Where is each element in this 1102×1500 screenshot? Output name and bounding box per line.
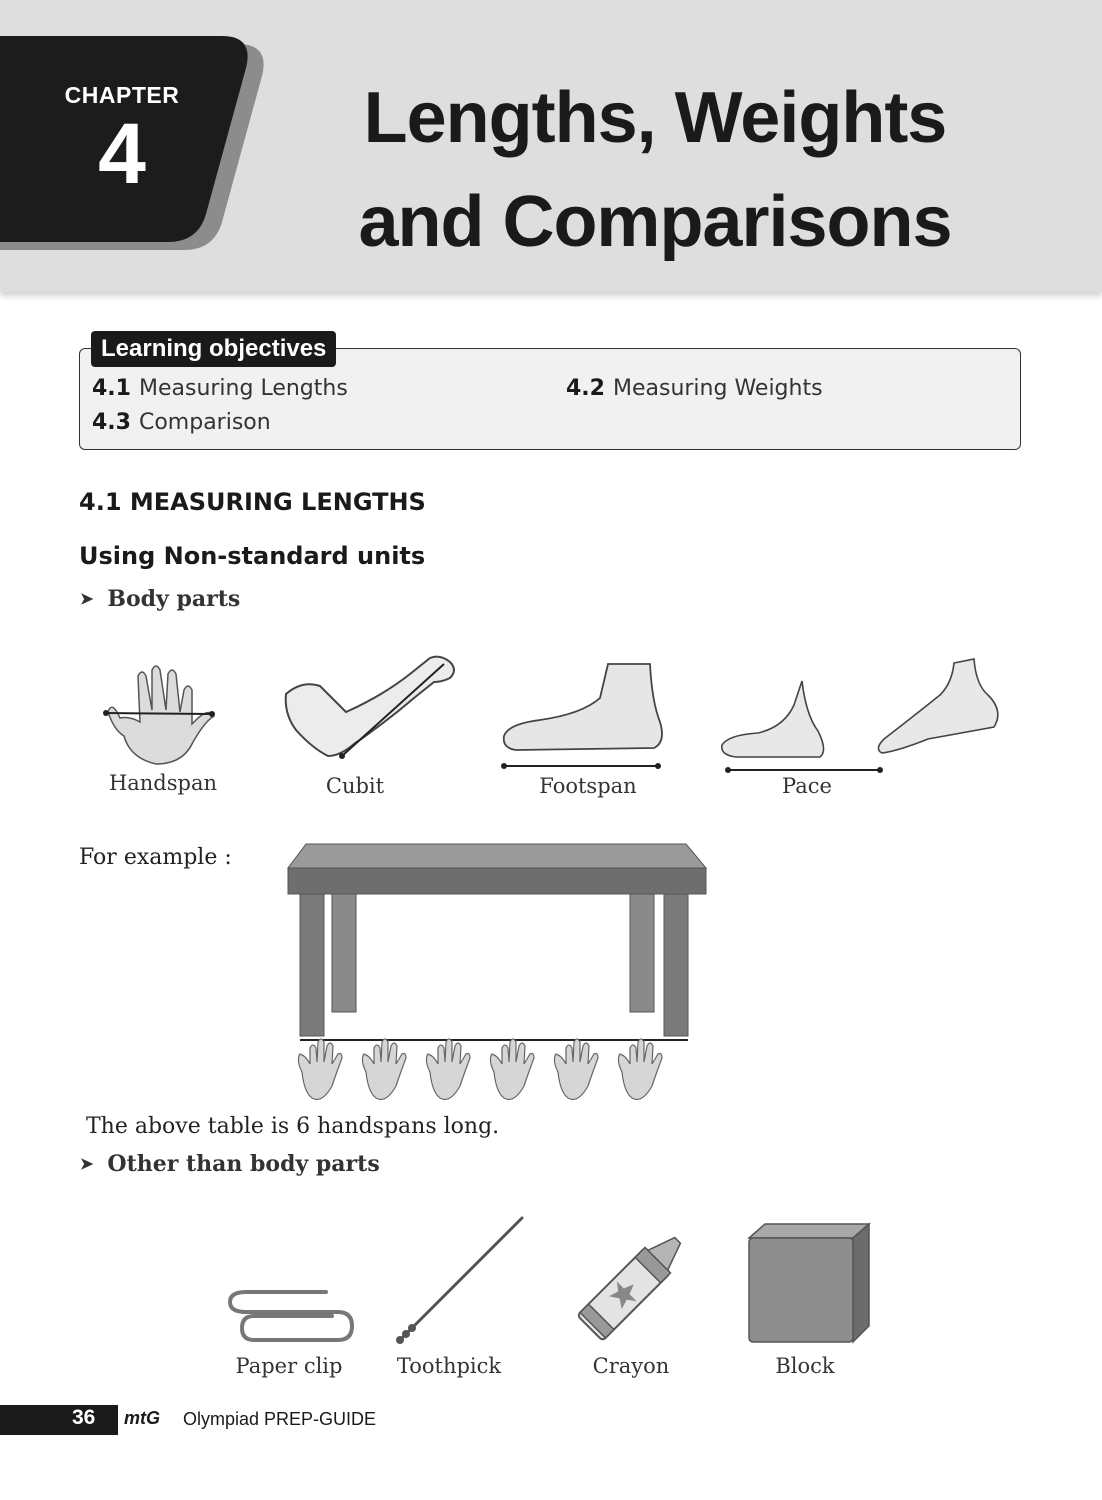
objective-text: Measuring Weights [612, 376, 823, 401]
bullet-body-parts [80, 586, 240, 612]
example-result-text: The above table is 6 handspans long. [86, 1114, 500, 1139]
publisher-logo: mtG [124, 1408, 160, 1428]
footer-bar [0, 1405, 118, 1435]
caption-paper-clip: Paper clip [235, 1354, 343, 1378]
arrow-bullet-icon: ➤ [80, 1154, 94, 1173]
subsection-heading: Using Non-standard units [79, 542, 426, 570]
objective-number: 4.3 [92, 410, 131, 435]
block-icon [745, 1222, 873, 1346]
caption-cubit: Cubit [325, 774, 385, 798]
paper-clip-icon [226, 1288, 354, 1344]
handspan-illustration [100, 660, 225, 770]
chapter-label: CHAPTER [64, 82, 180, 108]
objective-item [92, 410, 271, 435]
objective-item [92, 376, 348, 401]
caption-handspan: Handspan [108, 771, 218, 795]
crayon-icon [574, 1216, 702, 1344]
bullet-text: Other than body parts [107, 1151, 380, 1177]
example-label: For example : [79, 845, 232, 870]
objective-item [566, 376, 823, 401]
chapter-title-line1: Lengths, Weights [363, 78, 947, 158]
objective-text: Measuring Lengths [138, 376, 348, 401]
bullet-other-than-body-parts [80, 1151, 380, 1177]
section-heading: 4.1 MEASURING LENGTHS [79, 488, 426, 516]
footer-title: Olympiad PREP-GUIDE [183, 1409, 377, 1429]
page-number: 36 [72, 1406, 96, 1429]
bullet-text: Body parts [107, 586, 241, 612]
caption-footspan: Footspan [539, 774, 637, 798]
footspan-illustration [500, 662, 670, 770]
cubit-illustration [282, 652, 462, 764]
chapter-number: 4 [98, 106, 146, 202]
objective-number: 4.2 [566, 376, 605, 401]
toothpick-icon [392, 1214, 528, 1348]
caption-crayon: Crayon [592, 1354, 670, 1378]
caption-block: Block [775, 1354, 835, 1378]
objective-text: Comparison [138, 410, 271, 435]
pace-illustration [718, 655, 1008, 775]
learning-objectives-label: Learning objectives [91, 331, 336, 367]
objective-number: 4.1 [92, 376, 131, 401]
caption-pace: Pace [782, 774, 832, 798]
arrow-bullet-icon: ➤ [80, 589, 94, 608]
chapter-title-line2: and Comparisons [358, 182, 952, 262]
caption-toothpick: Toothpick [396, 1354, 502, 1378]
table-illustration [286, 842, 708, 1104]
chapter-title [330, 66, 980, 274]
